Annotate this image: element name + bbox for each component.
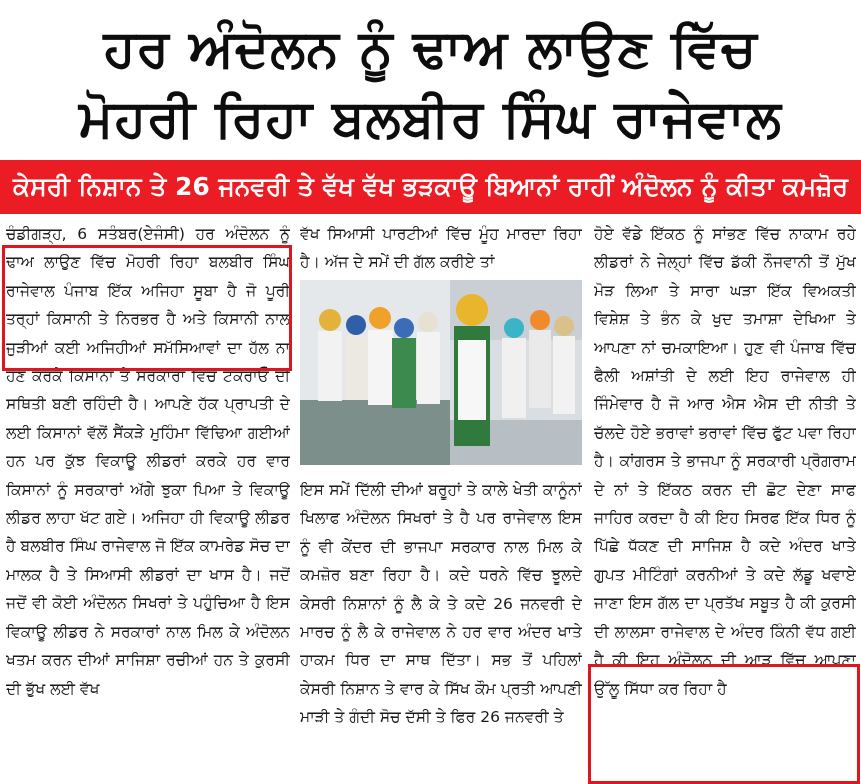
headline-line-1: ਹਰ ਅੰਦੋਲਨ ਨੂੰ ਢਾਅ ਲਾਉਣ ਵਿੱਚ xyxy=(103,19,758,79)
headline-line-2: ਮੋਹਰੀ ਰਿਹਾ ਬਲਬੀਰ ਸਿੰਘ ਰਾਜੇਵਾਲ xyxy=(79,89,782,149)
article-column-3 xyxy=(594,220,856,784)
article-text-col2-bottom: ਇਸ ਸਮੇਂ ਦਿੱਲੀ ਦੀਆਂ ਬਰੂਹਾਂ ਤੇ ਕਾਲੇ ਖੇਤੀ ਕਾਨੂੰਨਾਂ ਖਿਲਾਫ ਅੰਦੋਲਨ ਸਿਖਰਾਂ ਤੇ ਹੈ ਪਰ ਰਾਜੇਵਾਲ ਇਸ ਨੂੰ ਵੀ ਕੇਂਦਰ ਦੀ ਭਾਜਪਾ ਸਰਕਾਰ ਨਾਲ ਮਿਲ ਕੇ ਕਮਜ਼ੋਰ ਬਣਾ ਰਿਹਾ ਹੈ। ਕਦੇ ਧਰਨੇ ਵਿੱਚ ਝੂਲਦੇ ਕੇਸਰੀ ਨਿਸ਼ਾਨਾਂ ਨੂੰ ਲੈ ਕੇ ਤੇ ਕਦੇ 26 ਜਨਵਰੀ ਦੇ ਮਾਰਚ ਨੂੰ ਲੈ ਕੇ ਰਾਜੇਵਾਲ ਨੇ ਹਰ ਵਾਰ ਅੰਦਰ ਖਾਤੇ ਹਾਕਮ ਧਿਰ ਦਾ ਸਾਥ ਦਿੱਤਾ। ਸਭ ਤੋਂ ਪਹਿਲਾਂ ਕੇਸਰੀ ਨਿਸ਼ਾਨ ਤੇ ਵਾਰ ਕੇ ਸਿੱਖ ਕੌਮ ਪ੍ਰਤੀ ਆਪਣੀ ਮਾੜੀ ਤੇ ਗੰਦੀ ਸੋਚ ਦੱਸੀ ਤੇ ਫਿਰ 26 ਜਨਵਰੀ ਤੇ xyxy=(300,481,582,727)
photo-illustration xyxy=(300,280,582,465)
article-column-2-top xyxy=(300,220,582,280)
headline xyxy=(0,0,861,160)
news-photo xyxy=(300,280,582,465)
article-column-1 xyxy=(6,220,290,784)
subheadline-banner: ਕੇਸਰੀ ਨਿਸ਼ਾਨ ਤੇ 26 ਜਨਵਰੀ ਤੇ ਵੱਖ ਵੱਖ ਭੜਕਾਊ ਬਿਆਨਾਂ ਰਾਹੀਂ ਅੰਦੋਲਨ ਨੂੰ ਕੀਤਾ ਕਮਜ਼ੋਰ xyxy=(0,160,861,214)
article-column-2-bottom xyxy=(300,476,582,784)
article-text-col1: ਚੰਡੀਗੜ੍ਹ, 6 ਸਤੰਬਰ(ਏਜੰਸੀ) ਹਰ ਅੰਦੋਲਨ ਨੂੰ ਢਾਅ ਲਾਉਣ ਵਿੱਚ ਮੋਹਰੀ ਰਿਹਾ ਬਲਬੀਰ ਸਿੰਘ ਰਾਜੇਵਾਲ ਪੰਜਾਬ ਇੱਕ ਅਜਿਹਾ ਸੂਬਾ ਹੈ ਜੋ ਪੂਰੀ ਤਰ੍ਹਾਂ ਕਿਸਾਨੀ ਤੇ ਨਿਰਭਰ ਹੈ ਅਤੇ ਕਿਸਾਨੀ ਨਾਲ ਜੁੜੀਆਂ ਕਈ ਅਜਿਹੀਆਂ ਸਮੱਸਿਆਵਾਂ ਦਾ ਹੱਲ ਨਾ ਹੋਣ ਕਰਕੇ ਕਿਸਾਨਾਂ ਤੇ ਸਰਕਾਰਾਂ ਵਿੱਚ ਟਕਰਾਓ ਦੀ ਸਥਿਤੀ ਬਣੀ ਰਹਿੰਦੀ ਹੈ। ਆਪਣੇ ਹੱਕ ਪ੍ਰਾਪਤੀ ਦੇ ਲਈ ਕਿਸਾਨਾਂ ਵੱਲੋਂ ਸੈਂਕੜੇ ਮੁਹਿੰਮਾ ਵਿੱਢਿਆ ਗਈਆਂ ਹਨ ਪਰ ਕੁੱਝ ਵਿਕਾਊ ਲੀਡਰਾਂ ਕਰਕੇ ਹਰ ਵਾਰ ਕਿਸਾਨਾਂ ਨੂੰ ਸਰਕਾਰਾਂ ਅੱਗੇ ਝੁਕਾ ਪਿਆ ਤੇ ਵਿਕਾਊ ਲੀਡਰ ਲਾਹਾ ਖੱਟ ਗਏ। ਅਜਿਹਾ ਹੀ ਵਿਕਾਊ ਲੀਡਰ ਹੈ ਬਲਬੀਰ ਸਿੰਘ ਰਾਜੇਵਾਲ ਜੋ ਇੱਕ ਕਾਮਰੇਡ ਸੋਚ ਦਾ ਮਾਲਕ ਹੈ ਤੇ ਸਿਆਸੀ ਲੀਡਰਾਂ ਦਾ ਖਾਸ ਹੈ। ਜਦੋਂ ਜਦੋਂ ਵੀ ਕੋਈ ਅੰਦੋਲਨ ਸਿਖਰਾਂ ਤੇ ਪਹੁੰਚਿਆ ਹੈ ਇਸ ਵਿਕਾਊ ਲੀਡਰ ਨੇ ਸਰਕਾਰਾਂ ਨਾਲ ਮਿਲ ਕੇ ਅੰਦੋਲਨ ਖਤਮ ਕਰਨ ਦੀਆਂ ਸਾਜਿਸ਼ਾ ਰਚੀਆਂ ਹਨ ਤੇ ਕੁਰਸੀ ਦੀ ਭੁੱਖ ਲਈ ਵੱਖ xyxy=(6,225,290,698)
article-text-col2-top: ਵੱਖ ਸਿਆਸੀ ਪਾਰਟੀਆਂ ਵਿੱਚ ਮੂੰਹ ਮਾਰਦਾ ਰਿਹਾ ਹੈ। ਅੱਜ ਦੇ ਸਮੇਂ ਦੀ ਗੱਲ ਕਰੀਏ ਤਾਂ xyxy=(300,225,582,272)
article-text-col3: ਹੋਏ ਵੱਡੇ ਇੱਕਠ ਨੂੰ ਸਾਂਭਣ ਵਿੱਚ ਨਾਕਾਮ ਰਹੇ ਲੀਡਰਾਂ ਨੇ ਜੇਲ੍ਹਾਂ ਵਿੱਚ ਡੱਕੀ ਨੌਜਵਾਨੀ ਤੋਂ ਮੁੱਖ ਮੋੜ ਲਿਆ ਤੇ ਸਾਰਾ ਘੜਾ ਇੱਕ ਵਿਅਕਤੀ ਵਿਸ਼ੇਸ਼ ਤੇ ਭੰਨ ਕੇ ਖੁਦ ਤਮਾਸ਼ਾ ਦੇਖਿਆ ਤੇ ਆਪਣਾ ਨਾਂ ਚਮਕਾਇਆ। ਹੁਣ ਵੀ ਪੰਜਾਬ ਵਿੱਚ ਫੈਲੀ ਅਸ਼ਾਂਤੀ ਦੇ ਲਈ ਇਹ ਰਾਜੇਵਾਲ ਹੀ ਜਿੰਮੇਵਾਰ ਹੈ ਜੋ ਆਰ ਐਸ ਐਸ ਦੀ ਨੀਤੀ ਤੇ ਚੱਲਦੇ ਹੋਏ ਭਰਾਵਾਂ ਭਰਾਵਾਂ ਵਿੱਚ ਫੁੱਟ ਪਵਾ ਰਿਹਾ ਹੈ। ਕਾਂਗਰਸ ਤੇ ਭਾਜਪਾ ਨੂੰ ਸਰਕਾਰੀ ਪ੍ਰੋਗਰਾਮ ਦੇ ਨਾਂ ਤੇ ਇੱਕਠ ਕਰਨ ਦੀ ਛੋਟ ਦੇਣਾ ਸਾਫ ਜਾਹਿਰ ਕਰਦਾ ਹੈ ਕੀ ਇਹ ਸਿਰਫ ਇੱਕ ਧਿਰ ਨੂੰ ਪਿੱਛੇ ਧੱਕਣ ਦੀ ਸਾਜਿਸ਼ ਹੈ ਕਦੇ ਅੰਦਰ ਖਾਤੇ ਗੁਪਤ ਮੀਟਿੰਗਾਂ ਕਰਨੀਆਂ ਤੇ ਕਦੇ ਲੱਡੂ ਖਵਾਏ ਜਾਣਾ ਇਸ ਗੱਲ ਦਾ ਪ੍ਰਤੱਖ ਸਬੂਤ ਹੈ ਕੀ ਕੁਰਸੀ ਦੀ ਲਾਲਸਾ ਰਾਜੇਵਾਲ ਦੇ ਅੰਦਰ ਕਿੰਨੀ ਵੱਧ ਗਈ ਹੈ ਕੀ ਇਹ ਅੰਦੋਲਨ ਦੀ ਆੜ ਵਿੱਚ ਆਪਣਾ ਉੱਲੂ ਸਿੱਧਾ ਕਰ ਰਿਹਾ ਹੈ xyxy=(594,225,856,698)
